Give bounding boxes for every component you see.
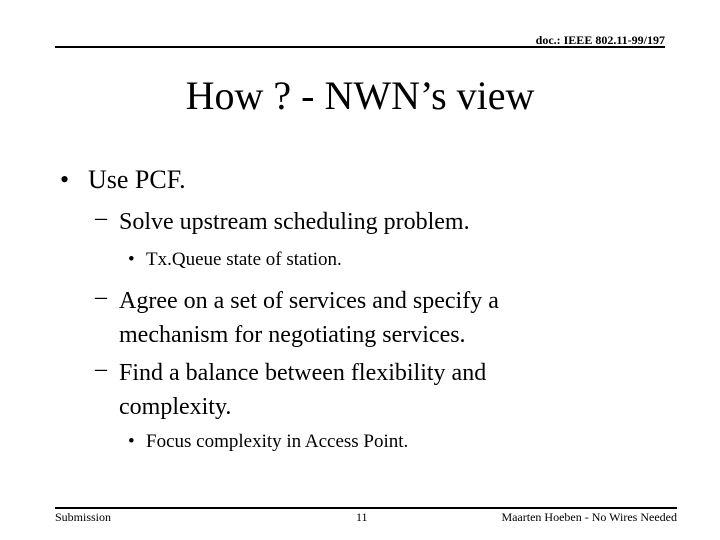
bullet-mark: •	[128, 249, 135, 270]
bullet-mark: •	[60, 165, 70, 194]
bullet-text: Solve upstream scheduling problem.	[119, 209, 470, 235]
bullet-mark: –	[95, 356, 107, 382]
bullet-text-line: complexity.	[119, 394, 232, 420]
bullet-mark: –	[95, 284, 107, 310]
doc-id: doc.: IEEE 802.11-99/197	[535, 33, 665, 47]
bullet-text-line: mechanism for negotiating services.	[119, 322, 466, 348]
bullet-text-line: Find a balance between flexibility and	[119, 360, 487, 386]
footer-author: Maarten Hoeben - No Wires Needed	[501, 510, 677, 524]
footer-submission: Submission	[55, 510, 112, 524]
header-rule	[55, 46, 665, 48]
bullet-text-line: Agree on a set of services and specify a	[119, 288, 499, 314]
bullet-mark: –	[95, 205, 107, 231]
bullet-text: Tx.Queue state of station.	[146, 249, 342, 270]
bullet-mark: •	[128, 431, 135, 452]
footer-rule	[55, 507, 677, 509]
page-number: 11	[356, 510, 368, 524]
slide-title: How ? - NWN’s view	[185, 73, 535, 118]
bullet-text: Focus complexity in Access Point.	[146, 431, 409, 452]
bullet-text: Use PCF.	[88, 165, 186, 194]
